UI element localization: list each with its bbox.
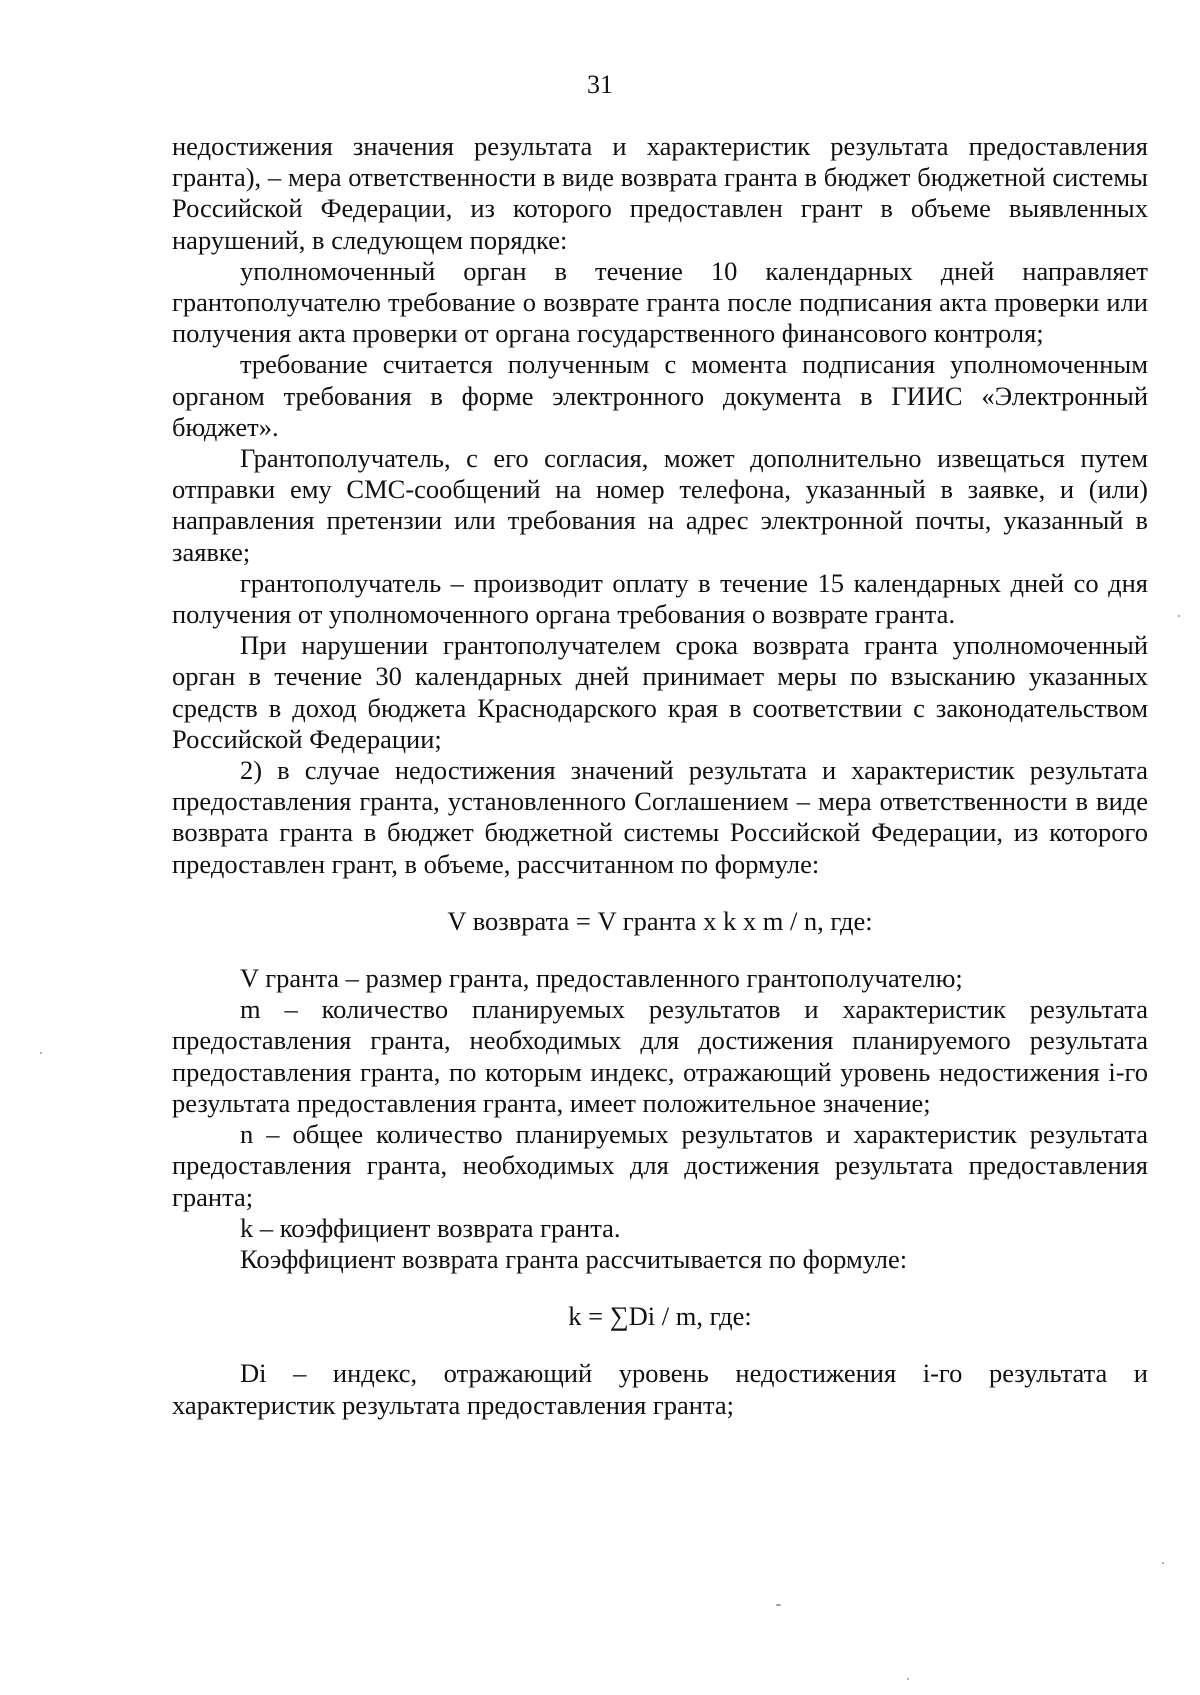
scan-speck xyxy=(1162,1562,1164,1564)
paragraph: Коэффициент возврата гранта рассчитывается по формуле: xyxy=(240,1243,908,1274)
scan-speck xyxy=(40,1052,42,1054)
scan-speck xyxy=(776,1604,781,1606)
page-number: 31 xyxy=(587,70,613,99)
formula-coefficient: k = ∑Di / m, где: xyxy=(568,1301,752,1332)
definition-n: n – общее количество планируемых результатов и характеристик результата предоставления гранта, необходимых для достижения результата предоставления гранта; xyxy=(172,1119,1148,1212)
document-body xyxy=(172,131,1148,1421)
paragraph: недостижения значения результата и характеристик результата предоставления гранта), – мера ответственности в виде возврата гранта в бюджет бюджетной системы Российской Федерации, из которого предоставлен грант в объеме выявленных нарушений, в следующем порядке: xyxy=(172,131,1148,255)
definition-k: k – коэффициент возврата гранта. xyxy=(240,1212,621,1243)
scan-speck xyxy=(907,1678,909,1680)
formula-return-volume: V возврата = V гранта х k х m / n, где: xyxy=(447,905,873,936)
paragraph: уполномоченный орган в течение 10 календарных дней направляет грантополучателю требование о возврате гранта после подписания акта проверки или получения акта проверки от органа государственного финансового контроля; xyxy=(172,255,1148,349)
definition-di: Di – индекс, отражающий уровень недостижения i-го результата и характеристик результата предоставления гранта; xyxy=(172,1358,1148,1420)
definition-m: m – количество планируемых результатов и характеристик результата предоставления гранта, необходимых для достижения планируемого результата предоставления гранта, по которым индекс, отражающий уровень недостижения i-го результата предоставления гранта, имеет положительное значение; xyxy=(172,994,1148,1118)
scan-speck xyxy=(1178,615,1180,617)
paragraph: Грантополучатель, с его согласия, может дополнительно извещаться путем отправки ему СМС-сообщений на номер телефона, указанный в заявке, и (или) направления претензии или требования на адрес электронной почты, указанный в заявке; xyxy=(172,443,1148,567)
paragraph: требование считается полученным с момента подписания уполномоченным органом требования в форме электронного документа в ГИИС «Электронный бюджет». xyxy=(172,349,1148,442)
definition-v-grant: V гранта – размер гранта, предоставленного грантополучателю; xyxy=(240,963,963,994)
paragraph: 2) в случае недостижения значений результата и характеристик результата предоставления гранта, установленного Соглашением – мера ответственности в виде возврата гранта в бюджет бюджетной системы Российской Федерации, из которого предоставлен грант, в объеме, рассчитанном по формуле: xyxy=(172,755,1148,879)
paragraph: При нарушении грантополучателем срока возврата гранта уполномоченный орган в течение 30 календарных дней принимает меры по взысканию указанных средств в доход бюджета Краснодарского края в соответствии с законодательством Российской Федерации; xyxy=(172,630,1148,754)
paragraph: грантополучатель – производит оплату в течение 15 календарных дней со дня получения от уполномоченного органа требования о возврате гранта. xyxy=(172,567,1148,630)
